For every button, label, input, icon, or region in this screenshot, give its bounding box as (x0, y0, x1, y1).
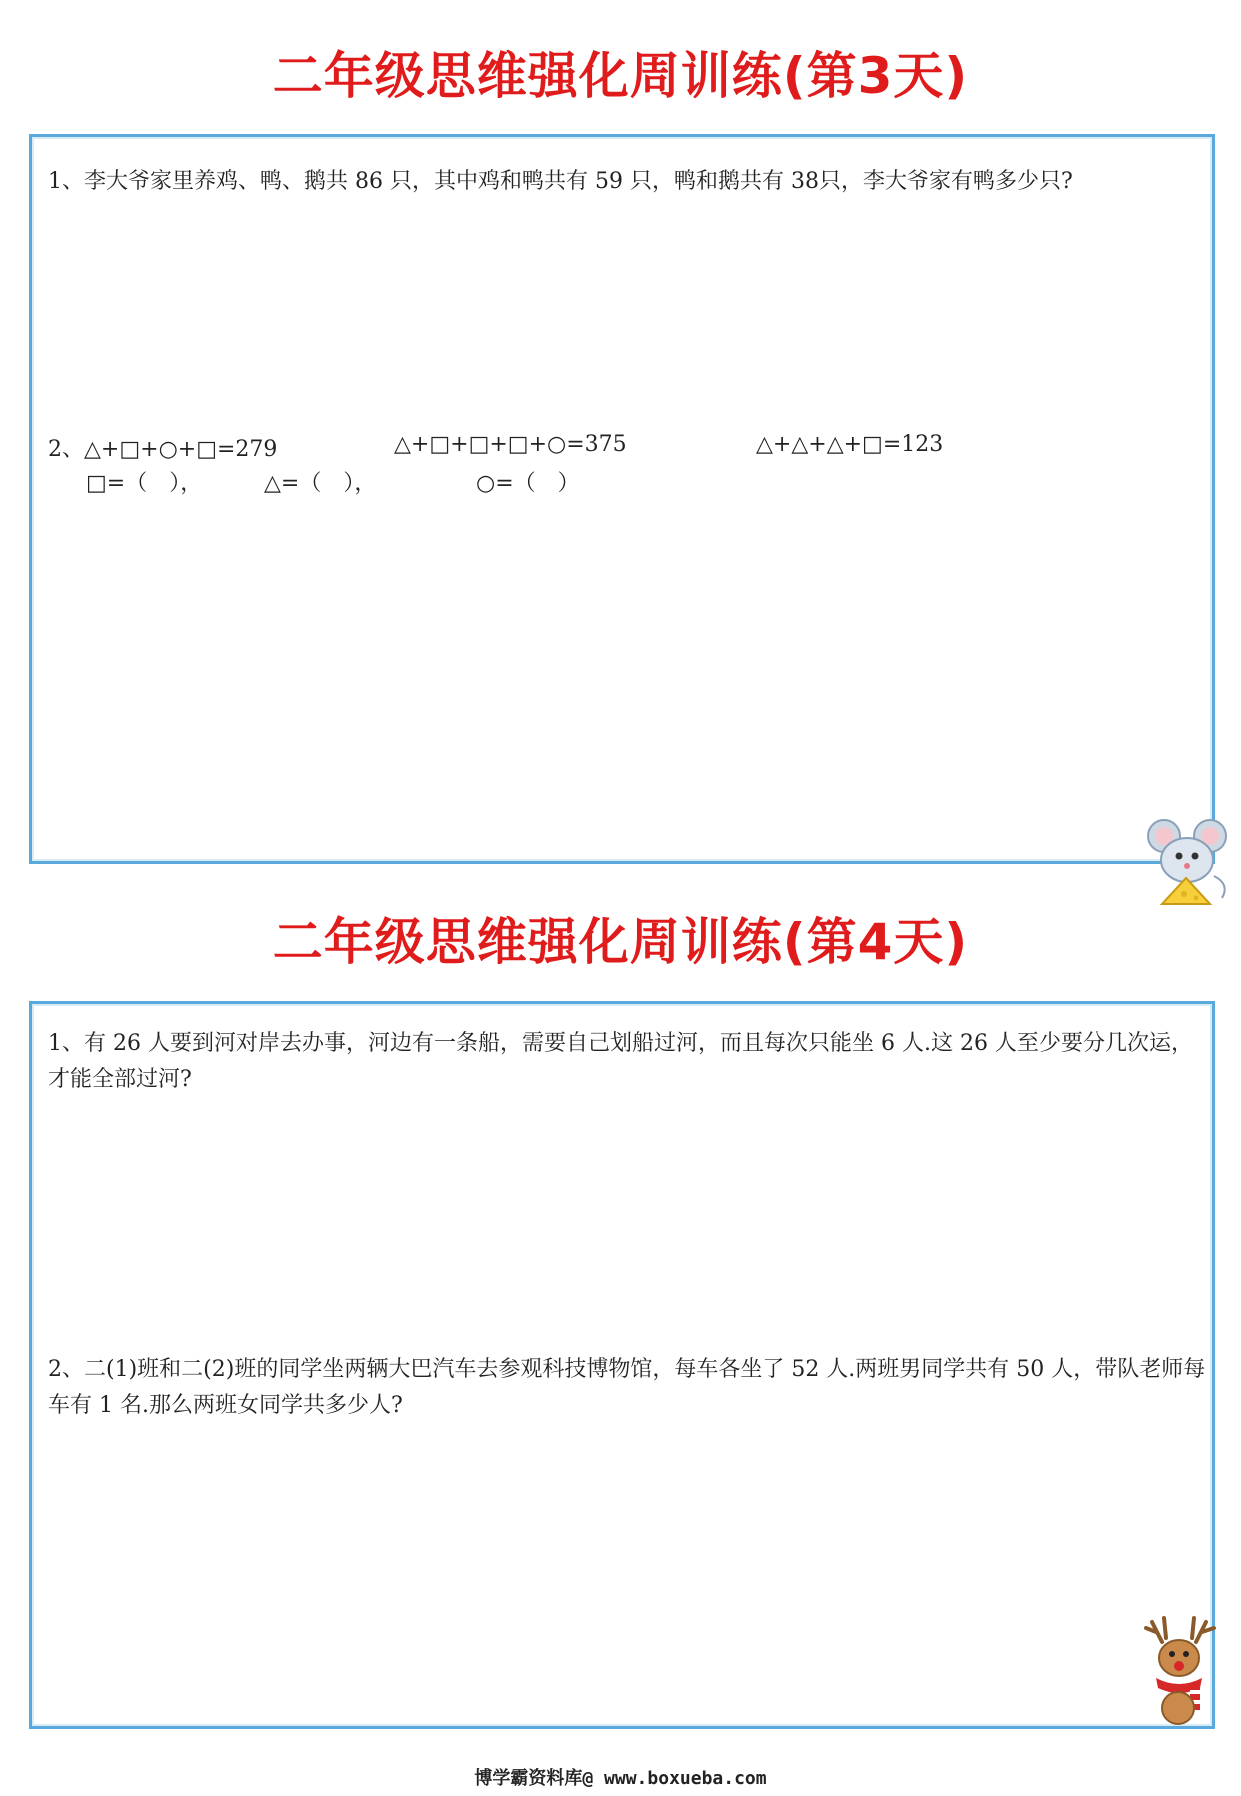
equation-3: △+△+△+□=123 (756, 432, 944, 457)
reindeer-with-scarf-icon (1142, 1612, 1222, 1728)
equation-1: 2、△+□+○+□=279 (48, 437, 278, 462)
footer-watermark: 博学霸资料库@ www.boxueba.com (474, 1768, 767, 1789)
day3-question-1: 1、李大爷家里养鸡、鸭、鹅共 86 只，其中鸡和鸭共有 59 只，鸭和鹅共有 38只，李大爷家有鸭多少只? (48, 169, 1073, 194)
mouse-with-cheese-icon (1144, 816, 1234, 912)
day4-title: 二年级思维强化周训练(第4天) (272, 913, 969, 971)
answer-square: □=（ ）， (86, 471, 203, 496)
day3-frame (29, 134, 1215, 864)
equation-2: △+□+□+□+○=375 (394, 432, 627, 457)
answer-circle: ○=（ ） (476, 471, 580, 496)
answer-triangle: △=（ ）， (264, 471, 377, 496)
day3-title: 二年级思维强化周训练(第3天) (272, 47, 969, 105)
day4-question-1: 1、有 26 人要到河对岸去办事，河边有一条船，需要自己划船过河，而且每次只能坐 6 人.这 26 人至少要分几次运，才能全部过河? (48, 1031, 1193, 1092)
day4-question-2: 2、二(1)班和二(2)班的同学坐两辆大巴汽车去参观科技博物馆，每车各坐了 52 人.两班男同学共有 50 人，带队老师每车有 1 名.那么两班女同学共多少人? (48, 1357, 1206, 1418)
